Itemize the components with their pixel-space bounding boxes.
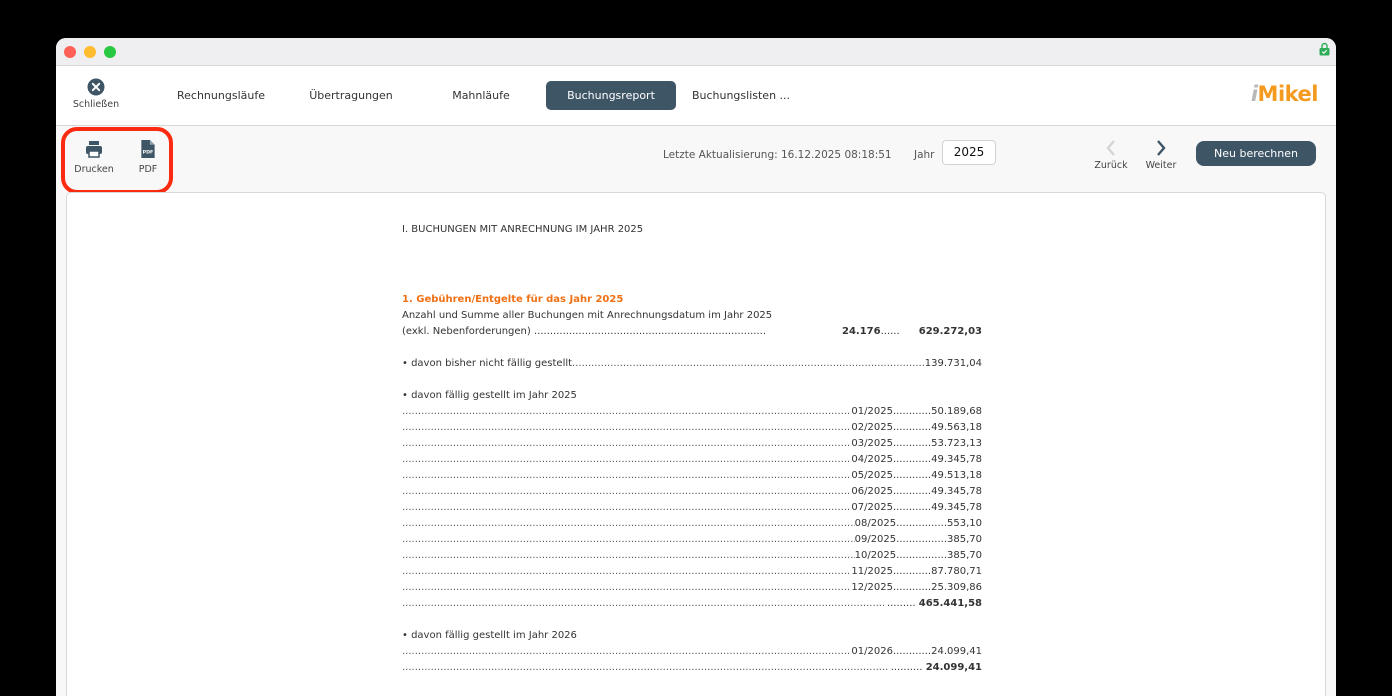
total-dots: .........	[886, 598, 916, 609]
leader-dots	[402, 405, 851, 419]
period: 11/2025	[851, 566, 893, 577]
amount: 553,10	[947, 518, 982, 529]
last-update-timestamp: Letzte Aktualisierung: 16.12.2025 08:18:51	[663, 149, 892, 161]
not-due-label: • davon bisher nicht fällig gestellt	[402, 358, 573, 369]
logo-text: Mikel	[1257, 82, 1318, 106]
period: 10/2025	[854, 550, 897, 561]
period: 04/2025	[851, 454, 893, 465]
total-row-2025	[402, 597, 982, 611]
amount: 49.563,18	[931, 422, 982, 433]
leader-dots	[402, 469, 851, 483]
period-dots: ................	[896, 518, 947, 529]
chevron-left-icon	[1105, 139, 1117, 157]
table-row	[402, 469, 982, 483]
leader-dots	[402, 597, 884, 611]
tab-rechnungslaeufe[interactable]: Rechnungsläufe	[177, 89, 265, 102]
period-dots: ............	[892, 486, 932, 497]
leader-dots	[402, 485, 851, 499]
tab-buchungsreport[interactable]: Buchungsreport	[546, 81, 676, 110]
leader-dots	[402, 661, 888, 675]
table-row	[402, 501, 982, 515]
table-row	[402, 565, 982, 579]
summary-total: 629.272,03	[918, 326, 982, 337]
period: 07/2025	[851, 502, 893, 513]
due-2026-total: 24.099,41	[925, 662, 982, 673]
table-row	[402, 549, 982, 563]
table-row	[402, 405, 982, 419]
chevron-right-icon	[1155, 139, 1167, 157]
close-circle-icon	[87, 78, 105, 96]
print-label: Drucken	[74, 164, 114, 175]
table-row	[402, 485, 982, 499]
leader-dots	[402, 453, 851, 467]
summary-label: (exkl. Nebenforderungen) .........................................................................	[402, 326, 767, 337]
pdf-button[interactable]	[130, 140, 166, 175]
printer-icon	[85, 140, 103, 158]
recalculate-button[interactable]: Neu berechnen	[1196, 141, 1316, 166]
main-navigation	[56, 66, 1336, 126]
table-row	[402, 645, 982, 659]
amount: 87.780,71	[931, 566, 982, 577]
leader-dots	[402, 517, 855, 531]
period-dots: ............	[892, 438, 932, 449]
tab-mahnlaeufe[interactable]: Mahnläufe	[452, 89, 510, 102]
period: 02/2025	[851, 422, 893, 433]
table-row	[402, 533, 982, 547]
imikel-logo	[1251, 82, 1318, 106]
back-label: Zurück	[1094, 160, 1128, 171]
report-toolbar	[56, 126, 1336, 192]
leader-dots	[402, 645, 851, 659]
app-window	[56, 38, 1336, 696]
leader-dots	[402, 581, 851, 595]
due-2025-label: • davon fällig gestellt im Jahr 2025	[402, 390, 577, 401]
summary-description: Anzahl und Summe aller Buchungen mit Anrechnungsdatum im Jahr 2025	[402, 310, 773, 321]
table-row	[402, 437, 982, 451]
amount: 24.099,41	[931, 646, 982, 657]
period: 09/2025	[854, 534, 897, 545]
period-dots: ............	[892, 566, 932, 577]
title-bar	[56, 38, 1336, 66]
table-row	[402, 581, 982, 595]
svg-text:PDF: PDF	[142, 150, 154, 156]
logo-prefix: i	[1250, 82, 1258, 106]
total-dots: ..........	[890, 662, 923, 673]
period: 12/2025	[851, 582, 893, 593]
subsection-title: 1. Gebühren/Entgelte für das Jahr 2025	[402, 294, 624, 305]
close-label: Schließen	[72, 99, 120, 110]
tab-buchungslisten[interactable]: Buchungslisten ...	[691, 89, 791, 102]
tab-uebertragungen[interactable]: Übertragungen	[309, 89, 393, 102]
leader-dots	[402, 501, 851, 515]
print-button[interactable]	[74, 140, 114, 175]
period: 01/2025	[851, 406, 893, 417]
leader-dots	[402, 421, 851, 435]
leader-dots	[402, 549, 855, 563]
due-2026-label: • davon fällig gestellt im Jahr 2026	[402, 630, 577, 641]
not-due-row	[402, 357, 982, 371]
summary-count-dots: ......	[880, 326, 900, 337]
table-row	[402, 453, 982, 467]
period: 08/2025	[854, 518, 897, 529]
summary-count: 24.176	[842, 326, 881, 337]
period-dots: ................	[896, 534, 947, 545]
leader-dots	[402, 437, 851, 451]
report-panel	[66, 192, 1326, 696]
amount: 49.513,18	[931, 470, 982, 481]
pdf-file-icon	[140, 140, 156, 158]
period-dots: ............	[892, 582, 932, 593]
amount: 25.309,86	[931, 582, 982, 593]
summary-row	[402, 325, 982, 339]
amount: 49.345,78	[931, 486, 982, 497]
section-heading: I. BUCHUNGEN MIT ANRECHNUNG IM JAHR 2025	[402, 224, 644, 235]
back-button[interactable]	[1090, 139, 1132, 171]
table-row	[402, 517, 982, 531]
lock-check-icon	[1319, 42, 1330, 56]
amount: 49.345,78	[931, 454, 982, 465]
period: 05/2025	[851, 470, 893, 481]
table-row	[402, 421, 982, 435]
period-dots: ............	[892, 454, 932, 465]
period: 03/2025	[851, 438, 893, 449]
leader-dots	[572, 357, 925, 371]
window-close-button[interactable]	[64, 46, 76, 58]
amount: 49.345,78	[931, 502, 982, 513]
amount: 385,70	[947, 534, 982, 545]
amount: 50.189,68	[931, 406, 982, 417]
total-row-2026	[402, 661, 982, 675]
window-minimize-button[interactable]	[84, 46, 96, 58]
period-dots: ............	[892, 406, 932, 417]
not-due-amount: 139.731,04	[924, 358, 982, 369]
period: 01/2026	[851, 646, 893, 657]
period-dots: ............	[892, 646, 932, 657]
next-button[interactable]	[1142, 139, 1180, 171]
due-2025-total: 465.441,58	[918, 598, 982, 609]
pdf-label: PDF	[138, 164, 158, 175]
leader-dots	[402, 533, 855, 547]
next-label: Weiter	[1145, 160, 1177, 171]
year-input[interactable]: 2025	[942, 140, 996, 165]
window-zoom-button[interactable]	[104, 46, 116, 58]
period-dots: ............	[892, 502, 932, 513]
period-dots: ............	[892, 470, 932, 481]
period: 06/2025	[851, 486, 893, 497]
amount: 385,70	[947, 550, 982, 561]
period-dots: ............	[892, 422, 932, 433]
close-button[interactable]	[70, 78, 122, 110]
year-label: Jahr	[914, 149, 935, 161]
leader-dots	[402, 565, 851, 579]
amount: 53.723,13	[931, 438, 982, 449]
period-dots: ................	[896, 550, 947, 561]
